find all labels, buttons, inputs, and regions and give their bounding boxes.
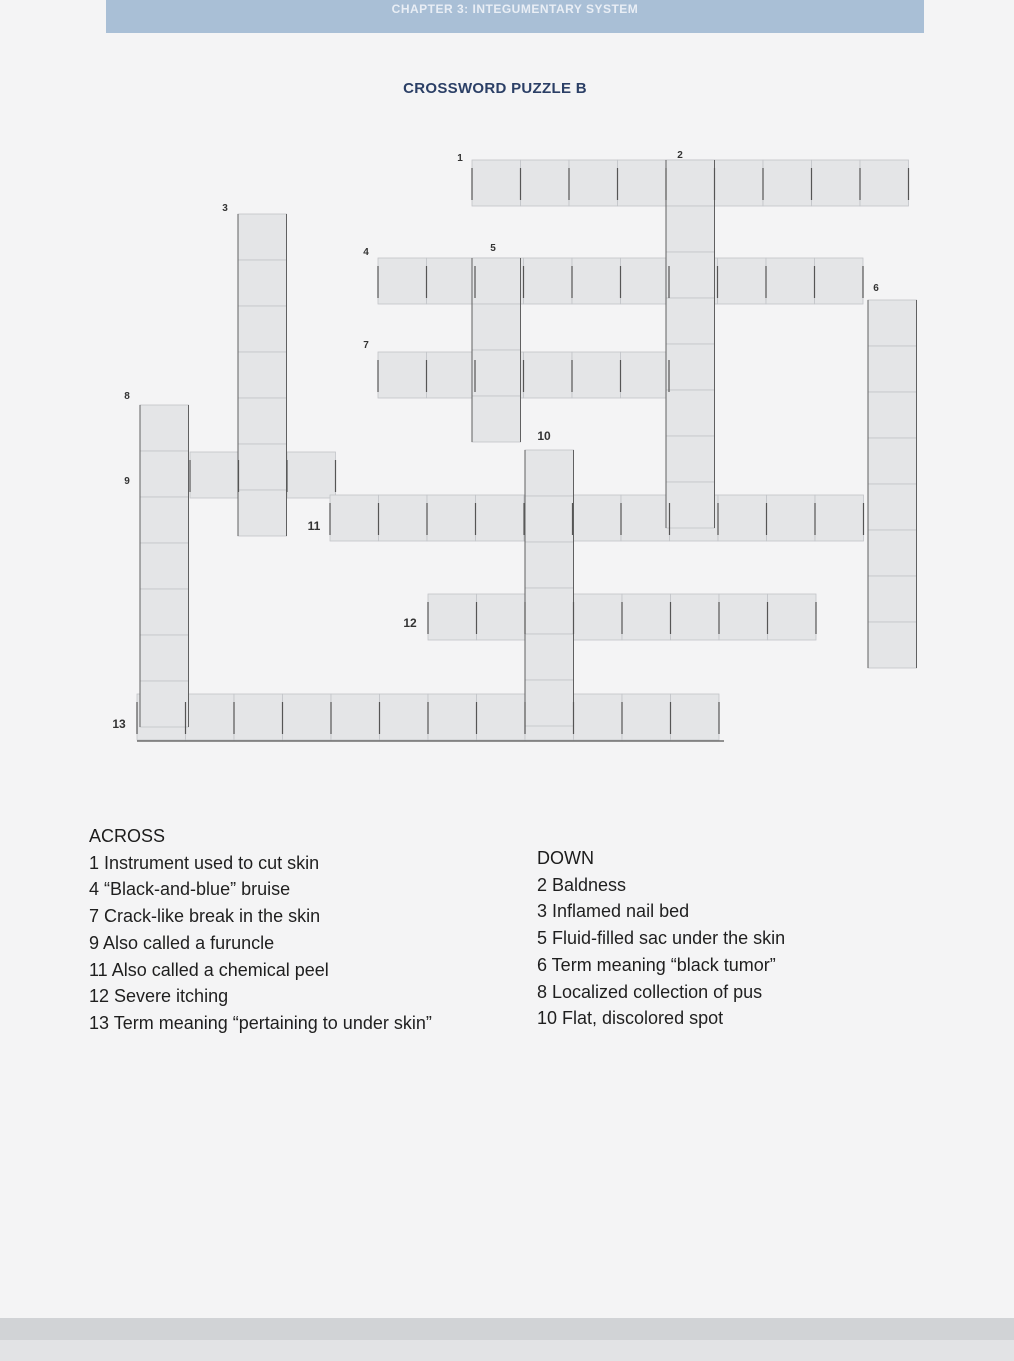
chapter-title: CHAPTER 3: INTEGUMENTARY SYSTEM (391, 2, 639, 16)
grid-cell[interactable] (186, 694, 235, 740)
clue-number-label: 6 (873, 283, 879, 294)
grid-cell[interactable] (428, 694, 477, 740)
grid-cell[interactable] (524, 352, 573, 398)
grid-cell[interactable] (427, 352, 476, 398)
grid-cell[interactable] (525, 680, 574, 726)
grid-cell[interactable] (768, 594, 817, 640)
grid-cell[interactable] (378, 352, 427, 398)
clue-number-label: 9 (124, 476, 130, 487)
grid-cell[interactable] (238, 306, 287, 352)
grid-cell[interactable] (140, 635, 189, 681)
clue-number-label: 13 (112, 717, 126, 731)
clue-number-label: 1 (457, 153, 463, 164)
grid-cell[interactable] (621, 258, 670, 304)
grid-cell[interactable] (868, 484, 917, 530)
grid-cell[interactable] (621, 495, 670, 541)
clue-number-label: 10 (537, 429, 551, 443)
grid-cell[interactable] (525, 542, 574, 588)
grid-cell[interactable] (715, 160, 764, 206)
grid-cell[interactable] (868, 346, 917, 392)
clue-number-label: 8 (124, 391, 130, 402)
grid-cell[interactable] (472, 304, 521, 350)
grid-cell[interactable] (234, 694, 283, 740)
grid-cell[interactable] (472, 350, 521, 396)
grid-cell[interactable] (140, 405, 189, 451)
grid-cell[interactable] (380, 694, 429, 740)
clue-number-label: 12 (403, 616, 417, 630)
grid-cell[interactable] (666, 390, 715, 436)
grid-cell[interactable] (868, 392, 917, 438)
grid-cell[interactable] (572, 352, 621, 398)
across-clue: 9 Also called a furuncle (89, 932, 275, 953)
grid-cell[interactable] (238, 490, 287, 536)
grid-cell[interactable] (719, 594, 768, 640)
grid-cell[interactable] (763, 160, 812, 206)
down-clue: 8 Localized collection of pus (537, 981, 763, 1002)
down-clue: 2 Baldness (537, 874, 627, 895)
grid-cell[interactable] (190, 452, 239, 498)
grid-cell[interactable] (868, 622, 917, 668)
grid-cell[interactable] (287, 452, 336, 498)
grid-cell[interactable] (476, 495, 525, 541)
grid-cell[interactable] (671, 594, 720, 640)
grid-cell[interactable] (666, 436, 715, 482)
grid-cell[interactable] (140, 681, 189, 727)
across-clue: 11 Also called a chemical peel (89, 959, 329, 980)
across-clues (89, 823, 432, 1037)
grid-cell[interactable] (622, 694, 671, 740)
across-heading: ACROSS (89, 826, 166, 846)
grid-cell[interactable] (378, 258, 427, 304)
grid-cell[interactable] (868, 438, 917, 484)
grid-cell[interactable] (671, 694, 720, 740)
grid-cell[interactable] (238, 352, 287, 398)
grid-cell[interactable] (766, 258, 815, 304)
grid-cell[interactable] (525, 634, 574, 680)
grid-cell[interactable] (472, 160, 521, 206)
grid-cell[interactable] (718, 258, 767, 304)
grid-cell[interactable] (524, 258, 573, 304)
clue-number-label: 2 (677, 150, 683, 161)
across-clue: 13 Term meaning “pertaining to under skin” (89, 1012, 432, 1033)
grid-cell[interactable] (472, 258, 521, 304)
clue-number-label: 5 (490, 243, 496, 254)
grid-cell[interactable] (331, 694, 380, 740)
grid-cell[interactable] (815, 258, 864, 304)
grid-cell[interactable] (140, 497, 189, 543)
grid-cell[interactable] (815, 495, 864, 541)
grid-cell[interactable] (428, 594, 477, 640)
grid-cell[interactable] (427, 258, 476, 304)
grid-cell[interactable] (572, 258, 621, 304)
clue-number-label: 4 (363, 247, 369, 258)
down-heading: DOWN (537, 848, 594, 868)
grid-cell[interactable] (718, 495, 767, 541)
clue-number-label: 7 (363, 340, 369, 351)
across-clue: 1 Instrument used to cut skin (89, 852, 320, 873)
grid-cell[interactable] (283, 694, 332, 740)
grid-cell[interactable] (140, 589, 189, 635)
grid-cell[interactable] (666, 252, 715, 298)
grid-cell[interactable] (238, 444, 287, 490)
grid-cell[interactable] (472, 396, 521, 442)
grid-cell[interactable] (427, 495, 476, 541)
down-clue: 6 Term meaning “black tumor” (537, 954, 776, 975)
grid-cell[interactable] (238, 398, 287, 444)
grid-cell[interactable] (574, 694, 623, 740)
clue-number-label: 11 (307, 519, 321, 533)
grid-cell[interactable] (666, 160, 715, 206)
puzzle-title: CROSSWORD PUZZLE B (403, 80, 587, 97)
grid-cell[interactable] (140, 543, 189, 589)
window-footer (0, 1340, 1014, 1361)
grid-cell[interactable] (666, 344, 715, 390)
grid-cell[interactable] (238, 260, 287, 306)
grid-cell[interactable] (618, 160, 667, 206)
grid-cell[interactable] (621, 352, 670, 398)
down-clue: 3 Inflamed nail bed (537, 901, 690, 922)
grid-cell[interactable] (477, 694, 526, 740)
grid-cell[interactable] (868, 530, 917, 576)
down-clues (537, 845, 785, 1032)
grid-cell[interactable] (477, 594, 526, 640)
grid-cell[interactable] (525, 450, 574, 496)
grid-cell[interactable] (521, 160, 570, 206)
grid-cell[interactable] (140, 451, 189, 497)
grid-cell[interactable] (868, 300, 917, 346)
grid-cell[interactable] (379, 495, 428, 541)
grid-cell[interactable] (622, 594, 671, 640)
grid-cell[interactable] (860, 160, 909, 206)
down-clue: 10 Flat, discolored spot (537, 1008, 724, 1029)
grid-cell[interactable] (868, 576, 917, 622)
grid-cell[interactable] (525, 588, 574, 634)
down-clue: 5 Fluid-filled sac under the skin (537, 928, 786, 949)
grid-cell[interactable] (569, 160, 618, 206)
across-clue: 7 Crack-like break in the skin (89, 906, 321, 927)
grid-cell[interactable] (238, 214, 287, 260)
grid-cell[interactable] (574, 594, 623, 640)
grid-cell[interactable] (812, 160, 861, 206)
grid-cell[interactable] (330, 495, 379, 541)
grid-cell[interactable] (666, 206, 715, 252)
grid-cell[interactable] (767, 495, 816, 541)
grid-cell[interactable] (666, 298, 715, 344)
across-clue: 12 Severe itching (89, 986, 229, 1007)
grid-cell[interactable] (525, 496, 574, 542)
clue-number-label: 3 (222, 203, 228, 214)
grid-cell[interactable] (573, 495, 622, 541)
across-clue: 4 “Black-and-blue” bruise (89, 879, 291, 900)
window-bottom-bar (0, 1318, 1014, 1340)
grid-cell[interactable] (666, 482, 715, 528)
